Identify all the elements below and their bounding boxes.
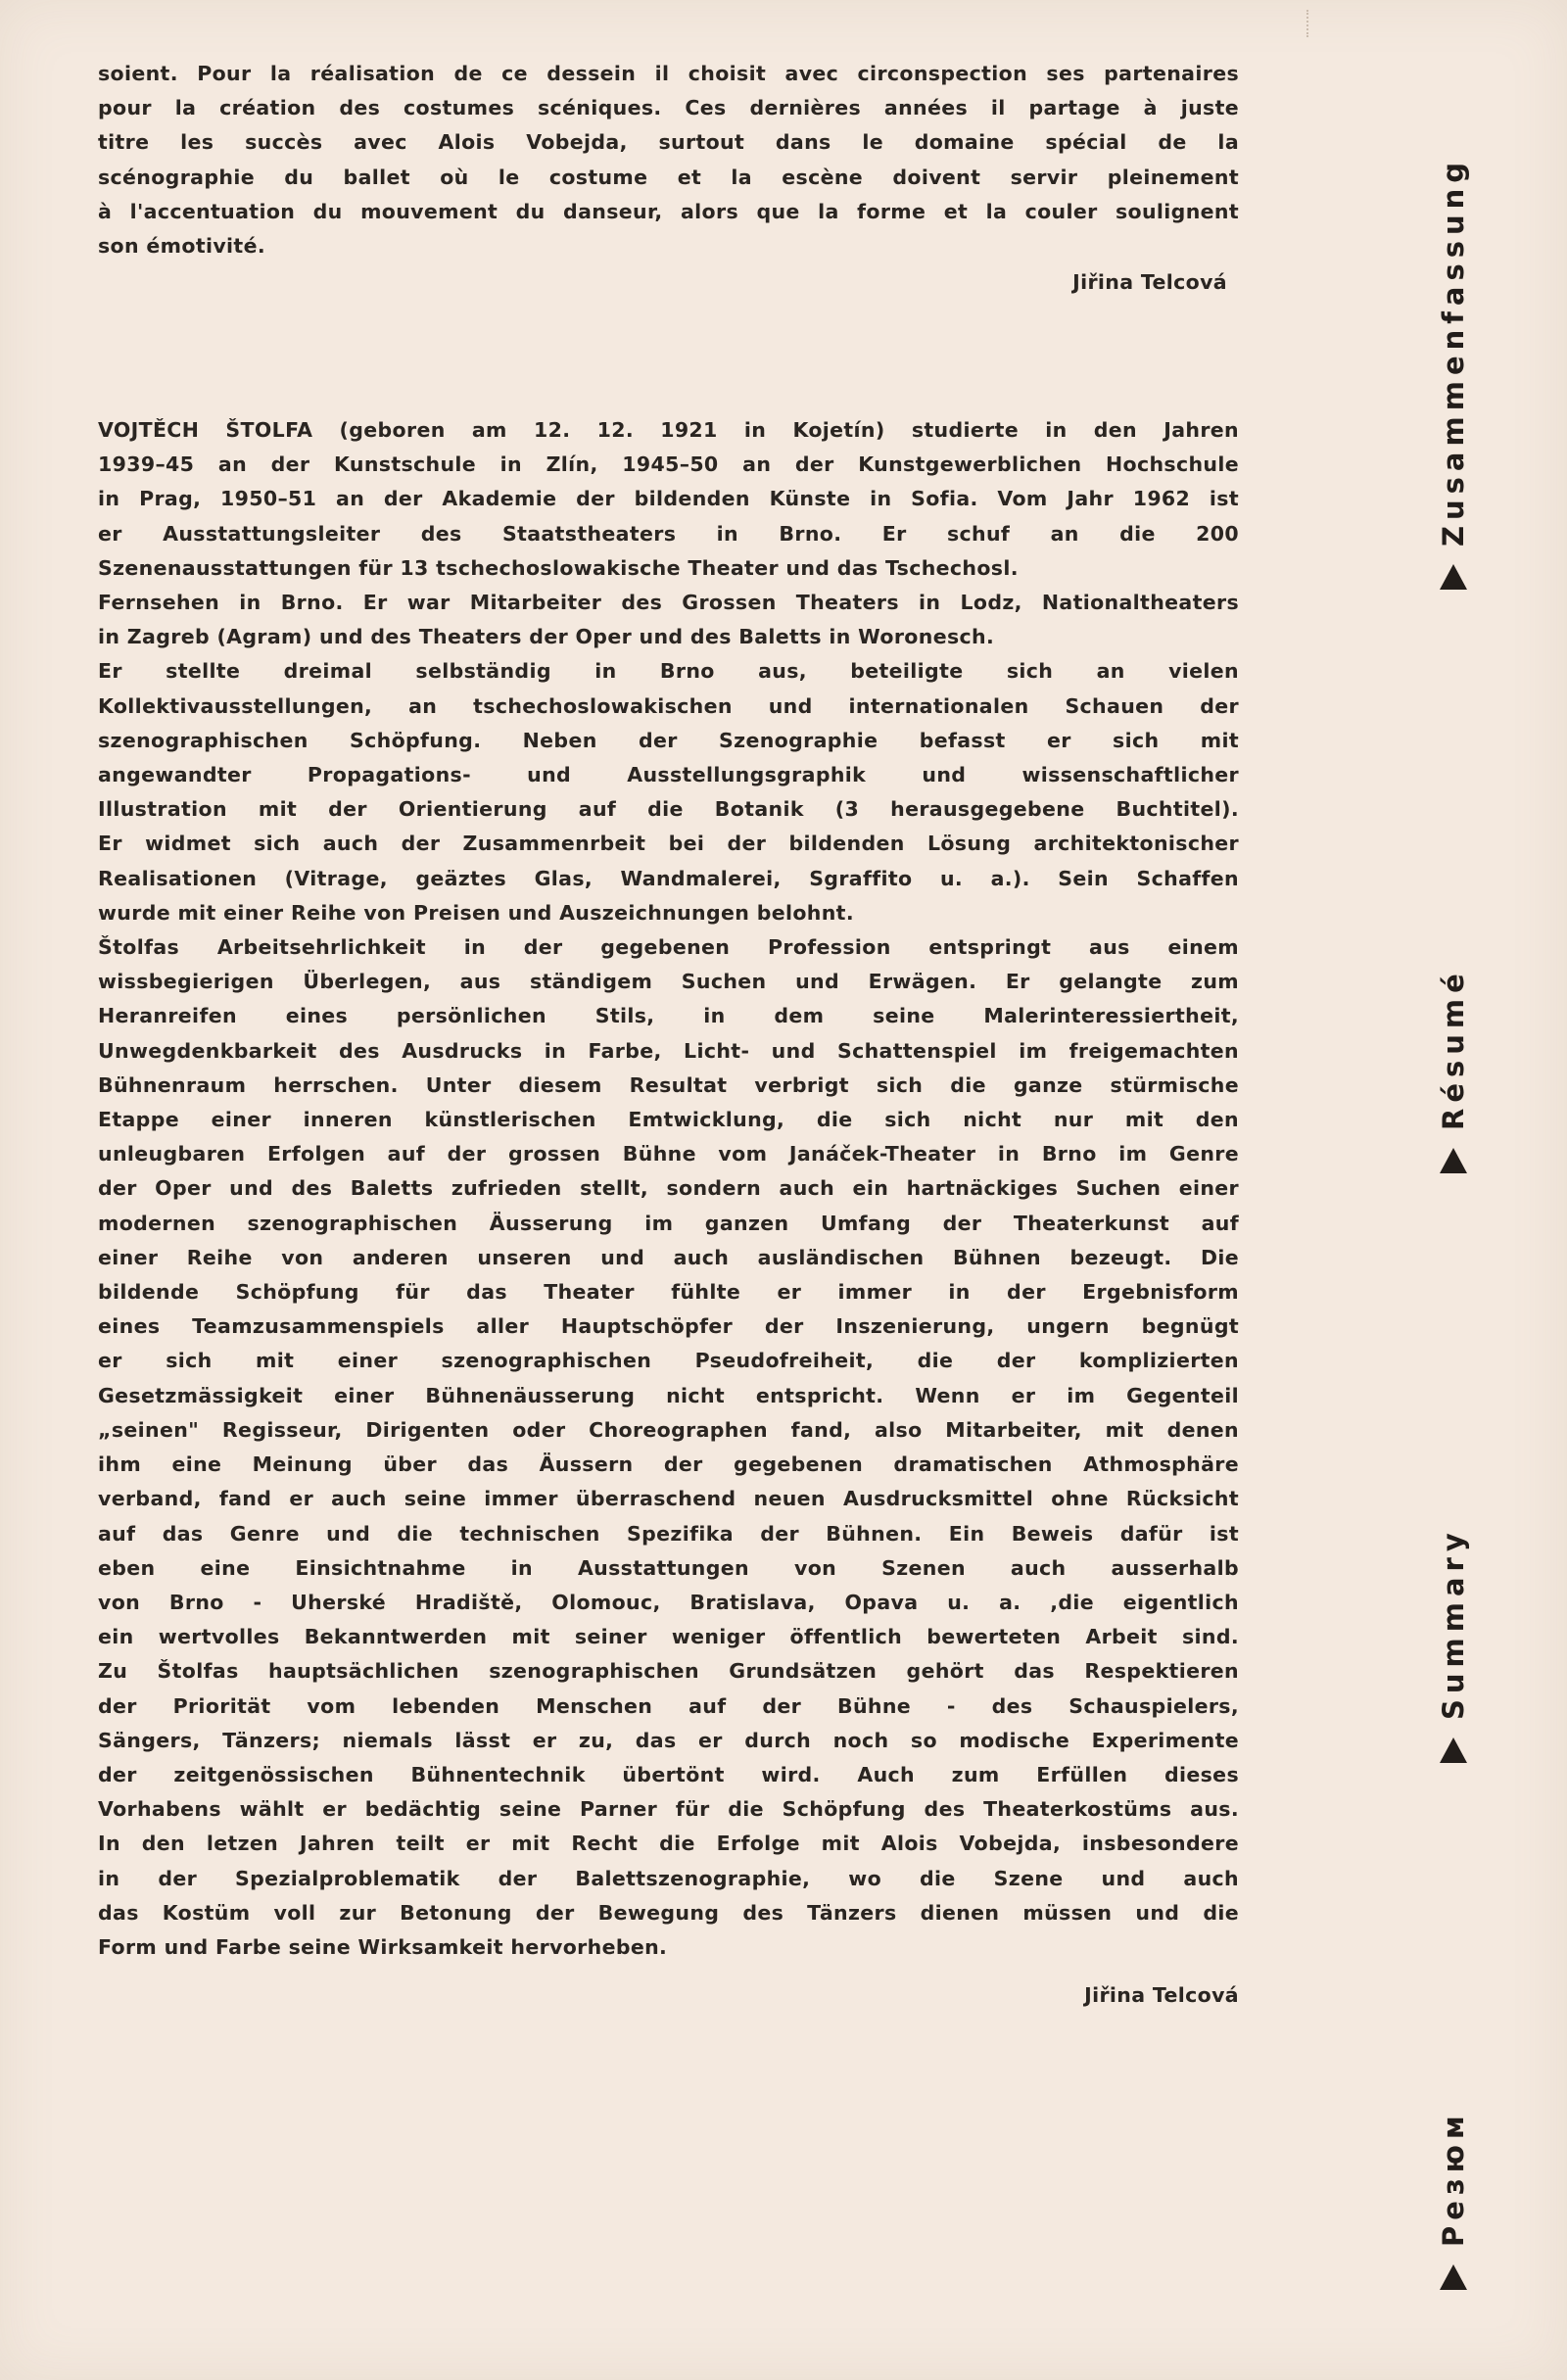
text-line: er Ausstattungsleiter des Staatstheaters in Brno. Er schuf an die 200 bbox=[98, 521, 1239, 546]
text-line: pour la création des costumes scéniques. Ces dernières années il partage à juste bbox=[98, 96, 1239, 120]
text-line: VOJTĚCH ŠTOLFA (geboren am 12. 12. 1921 in Kojetín) studierte in den Jahren bbox=[98, 418, 1239, 442]
german-summary-section bbox=[98, 413, 1239, 2013]
side-label-text: Zusammenfassung bbox=[1437, 156, 1470, 547]
side-label-text: Résumé bbox=[1437, 968, 1470, 1130]
text-line: Illustration mit der Orientierung auf die Botanik (3 herausgegebene Buchtitel). bbox=[98, 797, 1239, 822]
text-line: der zeitgenössischen Bühnentechnik übertönt wird. Auch zum Erfüllen dieses bbox=[98, 1762, 1239, 1786]
text-line: „seinen" Regisseur, Dirigenten oder Choreographen fand, also Mitarbeiter, mit denen bbox=[98, 1417, 1239, 1442]
text-line: soient. Pour la réalisation de ce dessein il choisit avec circonspection ses partenaires bbox=[98, 62, 1239, 85]
triangle-pointer-icon bbox=[1440, 1148, 1467, 1173]
text-line: der Oper und des Baletts zufrieden stellt, sondern auch ein hartnäckiges Suchen einer bbox=[98, 1176, 1239, 1201]
text-line: der Priorität vom lebenden Menschen auf der Bühne - des Schauspielers, bbox=[98, 1693, 1239, 1718]
text-line: ihm eine Meinung über das Äussern der gegebenen dramatischen Athmosphäre bbox=[98, 1452, 1239, 1477]
text-line: scénographie du ballet où le costume et la escène doivent servir pleinement bbox=[98, 165, 1239, 189]
text-line: Fernsehen in Brno. Er war Mitarbeiter des Grossen Theaters in Lodz, Nationaltheaters bbox=[98, 591, 1239, 615]
text-line: das Kostüm voll zur Betonung der Bewegung des Tänzers dienen müssen und die bbox=[98, 1900, 1239, 1925]
text-line: eben eine Einsichtnahme in Ausstattungen von Szenen auch ausserhalb bbox=[98, 1555, 1239, 1580]
text-line: von Brno - Uherské Hradiště, Olomouc, Bratislava, Opava u. a. ,die eigentlich bbox=[98, 1590, 1239, 1614]
text-line: à l'accentuation du mouvement du danseur, alors que la forme et la couler soulignent bbox=[98, 199, 1239, 223]
text-line: in Prag, 1950–51 an der Akademie der bildenden Künste in Sofia. Vom Jahr 1962 ist bbox=[98, 487, 1239, 511]
text-line: son émotivité. bbox=[98, 234, 265, 259]
side-label-text: Резюм bbox=[1437, 2110, 1470, 2247]
text-line: szenographischen Schöpfung. Neben der Szenographie befasst er sich mit bbox=[98, 728, 1239, 752]
text-line: Heranreifen eines persönlichen Stils, in dem seine Malerinteressiertheit, bbox=[98, 1004, 1239, 1028]
text-line: titre les succès avec Alois Vobejda, surtout dans le domaine spécial de la bbox=[98, 130, 1239, 155]
text-line: Gesetzmässigkeit einer Bühnenäusserung nicht entspricht. Wenn er im Gegenteil bbox=[98, 1383, 1239, 1407]
text-line: in der Spezialproblematik der Balettszenographie, wo die Szene und auch bbox=[98, 1866, 1239, 1890]
signature: Jiřina Telcová bbox=[1084, 1983, 1239, 2008]
text-line: Bühnenraum herrschen. Unter diesem Resultat verbrigt sich die ganze stürmische bbox=[98, 1072, 1239, 1097]
text-line: Zu Štolfas hauptsächlichen szenographischen Grundsätzen gehört das Respektieren bbox=[98, 1659, 1239, 1684]
text-line: 1939–45 an der Kunstschule in Zlín, 1945–50 an der Kunstgewerblichen Hochschule bbox=[98, 452, 1239, 477]
text-line: in Zagreb (Agram) und des Theaters der Oper und des Baletts in Woronesch. bbox=[98, 625, 995, 649]
text-line: Unwegdenkbarkeit des Ausdrucks in Farbe, Licht- und Schattenspiel im freigemachten bbox=[98, 1038, 1239, 1063]
french-summary-section bbox=[98, 57, 1239, 300]
text-line: Er stellte dreimal selbständig in Brno aus, beteiligte sich an vielen bbox=[98, 659, 1239, 684]
text-line: bildende Schöpfung für das Theater fühlte er immer in der Ergebnisform bbox=[98, 1280, 1239, 1305]
text-line: Sängers, Tänzers; niemals lässt er zu, das er durch noch so modische Experimente bbox=[98, 1728, 1239, 1752]
text-line: wissbegierigen Überlegen, aus ständigem Suchen und Erwägen. Er gelangte zum bbox=[98, 970, 1239, 994]
triangle-pointer-icon bbox=[1440, 564, 1467, 590]
text-line: Kollektivausstellungen, an tschechoslowakischen und internationalen Schauen der bbox=[98, 693, 1239, 718]
text-line: eines Teamzusammenspiels aller Hauptschöpfer der Inszenierung, ungern begnügt bbox=[98, 1314, 1239, 1339]
text-line: Vorhabens wählt er bedächtig seine Parner für die Schöpfung des Theaterkostüms aus. bbox=[98, 1797, 1239, 1822]
text-line: einer Reihe von anderen unseren und auch ausländischen Bühnen bezeugt. Die bbox=[98, 1245, 1239, 1269]
signature: Jiřina Telcová bbox=[1072, 270, 1227, 295]
text-line: Etappe einer inneren künstlerischen Emtwicklung, die sich nicht nur mit den bbox=[98, 1108, 1239, 1132]
triangle-pointer-icon bbox=[1440, 2264, 1467, 2290]
text-line: Form und Farbe seine Wirksamkeit hervorheben. bbox=[98, 1934, 668, 1959]
side-label-text: Summary bbox=[1437, 1527, 1470, 1720]
fold-mark bbox=[1306, 10, 1310, 37]
text-line: wurde mit einer Reihe von Preisen und Auszeichnungen belohnt. bbox=[98, 900, 854, 925]
text-line: In den letzen Jahren teilt er mit Recht die Erfolge mit Alois Vobejda, insbesondere bbox=[98, 1832, 1239, 1856]
text-line: angewandter Propagations- und Ausstellungsgraphik und wissenschaftlicher bbox=[98, 763, 1239, 787]
text-line: unleugbaren Erfolgen auf der grossen Bühne vom Janáček-Theater in Brno im Genre bbox=[98, 1142, 1239, 1166]
text-line: Szenenausstattungen für 13 tschechoslowakische Theater und das Tschechosl. bbox=[98, 555, 1019, 580]
text-line: Er widmet sich auch der Zusammenrbeit bei der bildenden Lösung architektonischer bbox=[98, 832, 1239, 856]
text-line: auf das Genre und die technischen Spezifika der Bühnen. Ein Beweis dafür ist bbox=[98, 1521, 1239, 1546]
text-line: ein wertvolles Bekanntwerden mit seiner weniger öffentlich bewerteten Arbeit sind. bbox=[98, 1625, 1239, 1649]
text-line: verband, fand er auch seine immer überraschend neuen Ausdrucksmittel ohne Rücksicht bbox=[98, 1487, 1239, 1511]
text-line: er sich mit einer szenographischen Pseudofreiheit, die der komplizierten bbox=[98, 1349, 1239, 1373]
text-line: Realisationen (Vitrage, geäztes Glas, Wandmalerei, Sgraffito u. a.). Sein Schaffen bbox=[98, 866, 1239, 890]
text-line: Štolfas Arbeitsehrlichkeit in der gegebenen Profession entspringt aus einem bbox=[98, 935, 1239, 960]
triangle-pointer-icon bbox=[1440, 1737, 1467, 1763]
text-line: modernen szenographischen Äusserung im ganzen Umfang der Theaterkunst auf bbox=[98, 1211, 1239, 1235]
